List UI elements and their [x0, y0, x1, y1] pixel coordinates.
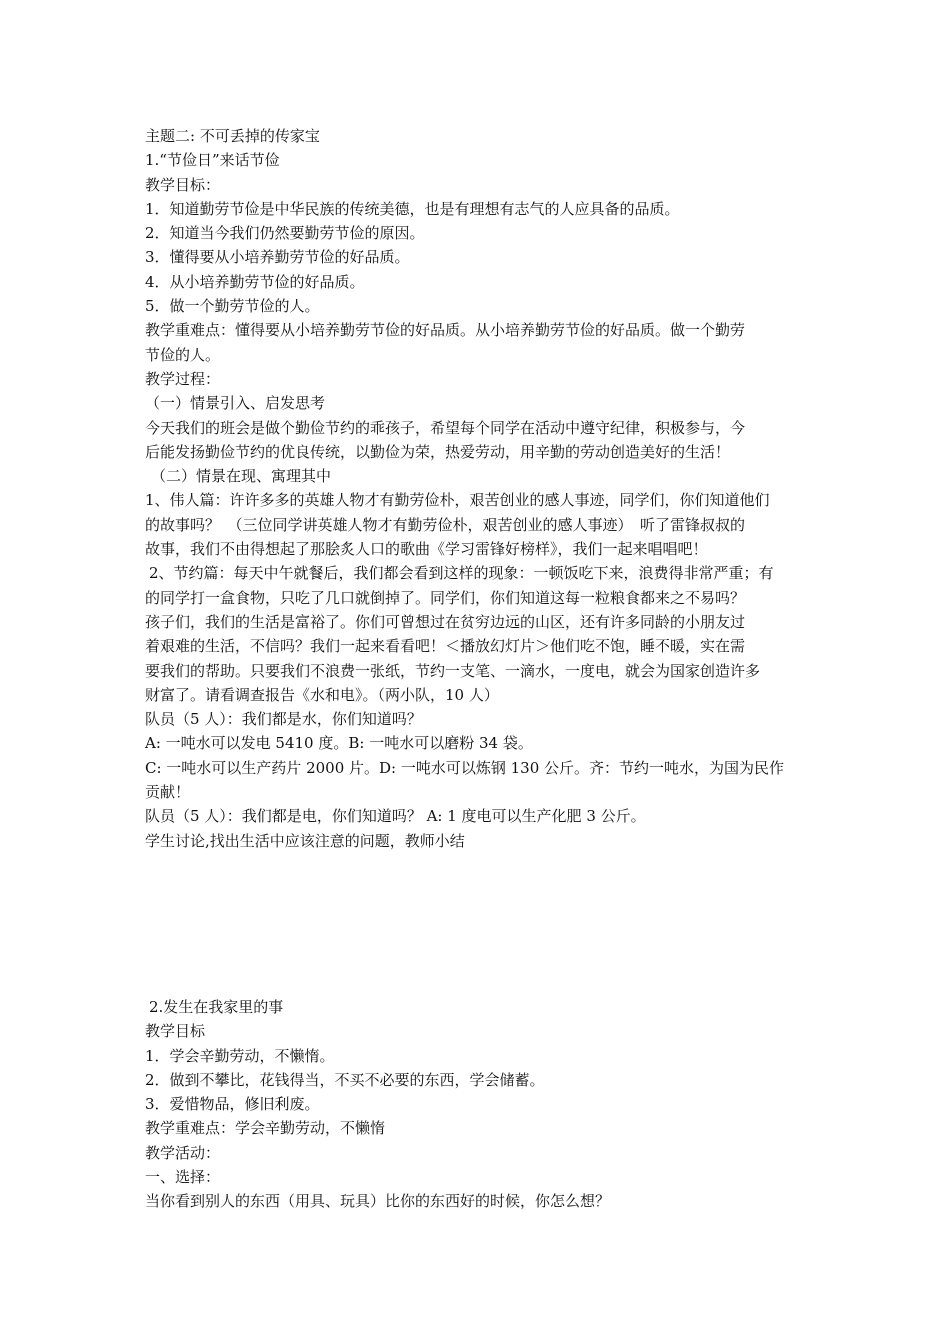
key-points-line: 教学重难点：学会辛勤劳动，不懒惰	[145, 1119, 386, 1138]
water-facts-line: C: 一吨水可以生产药片 2000 片。D: 一吨水可以炼钢 130 公斤。齐：节约一吨水，为国为民作	[145, 758, 785, 777]
electric-team-line: 队员（5 人）：我们都是电，你们知道吗？ A: 1 度电可以生产化肥 3 公斤。	[145, 807, 646, 826]
section-title: 主题二: 不可丢掉的传家宝	[145, 127, 320, 145]
saving-text: 着艰难的生活，不信吗？我们一起来看看吧！＜播放幻灯片＞他们吃不饱，睡不暖，实在需	[145, 637, 746, 656]
objective-item: 5．做一个勤劳节俭的人。	[145, 297, 320, 316]
saving-text: 孩子们，我们的生活是富裕了。你们可曾想过在贫穷边远的山区，还有许多同龄的小朋友过	[145, 612, 746, 631]
choice-heading: 一、选择：	[145, 1168, 221, 1187]
objective-item: 3．懂得要从小培养勤劳节俭的好品质。	[145, 248, 410, 267]
great-people-text: 故事，我们不由得想起了那脍炙人口的歌曲《学习雷锋好榜样》，我们一起来唱唱吧！	[145, 540, 708, 559]
objective-item: 4．从小培养勤劳节俭的好品质。	[145, 272, 365, 291]
section-two	[145, 995, 810, 1214]
discussion-line: 学生讨论,找出生活中应该注意的问题，教师小结	[145, 831, 465, 850]
objective-item: 2．做到不攀比，花钱得当，不买不必要的东西，学会储蓄。	[145, 1070, 545, 1089]
great-people-text: 的故事吗？ （三位同学讲英雄人物才有勤劳俭朴，艰苦创业的感人事迹） 听了雷锋叔叔的	[145, 515, 746, 534]
objective-item: 1．学会辛勤劳动，不懒惰。	[145, 1046, 335, 1065]
question-line: 当你看到别人的东西（用具、玩具）比你的东西好的时候，你怎么想？	[145, 1192, 611, 1211]
key-points-line: 教学重难点：懂得要从小培养勤劳节俭的好品质。从小培养勤劳节俭的好品质。做一个勤劳	[145, 321, 746, 340]
objective-item: 3．爱惜物品，修旧利废。	[145, 1095, 320, 1114]
part-one-text: 今天我们的班会是做个勤俭节约的乖孩子，希望每个同学在活动中遵守纪律，积极参与，今	[145, 418, 746, 437]
process-heading: 教学过程：	[145, 369, 221, 388]
saving-text: 财富了。请看调查报告《水和电》。（两小队，10 人）	[145, 685, 499, 704]
objective-item: 1．知道勤劳节俭是中华民族的传统美德，也是有理想有志气的人应具备的品质。	[145, 199, 680, 218]
lesson-title: 1.“节俭日”来话节俭	[145, 151, 280, 170]
great-people-text: 1、伟人篇：许许多多的英雄人物才有勤劳俭朴，艰苦创业的感人事迹，同学们，你们知道他们	[145, 491, 770, 510]
saving-text: 要我们的帮助。只要我们不浪费一张纸，节约一支笔、一滴水，一度电，就会为国家创造许多	[145, 661, 761, 680]
saving-text: 2、节约篇：每天中午就餐后，我们都会看到这样的现象：一顿饭吃下来，浪费得非常严重；有	[149, 564, 774, 583]
part-two-heading: （二）情景在现、寓理其中	[151, 467, 332, 486]
objectives-heading: 教学目标：	[145, 175, 221, 194]
saving-text: 的同学打一盒食物，只吃了几口就倒掉了。同学们，你们知道这每一粒粮食都来之不易吗？	[145, 588, 746, 607]
water-facts-line: 贡献！	[145, 783, 191, 802]
section-one	[145, 124, 810, 853]
water-facts-line: A: 一吨水可以发电 5410 度。B: 一吨水可以磨粉 34 袋。	[145, 734, 533, 753]
objectives-heading: 教学目标	[145, 1022, 206, 1041]
key-points-line: 节俭的人。	[145, 345, 221, 364]
lesson-title: 2.发生在我家里的事	[149, 998, 284, 1016]
part-one-text: 后能发扬勤俭节约的优良传统，以勤俭为荣，热爱劳动，用辛勤的劳动创造美好的生活！	[145, 442, 731, 461]
water-team-line: 队员（5 人）：我们都是水，你们知道吗？	[145, 710, 422, 729]
activities-heading: 教学活动：	[145, 1143, 221, 1162]
objective-item: 2．知道当今我们仍然要勤劳节俭的原因。	[145, 224, 425, 243]
part-one-heading: （一）情景引入、启发思考	[145, 394, 326, 413]
